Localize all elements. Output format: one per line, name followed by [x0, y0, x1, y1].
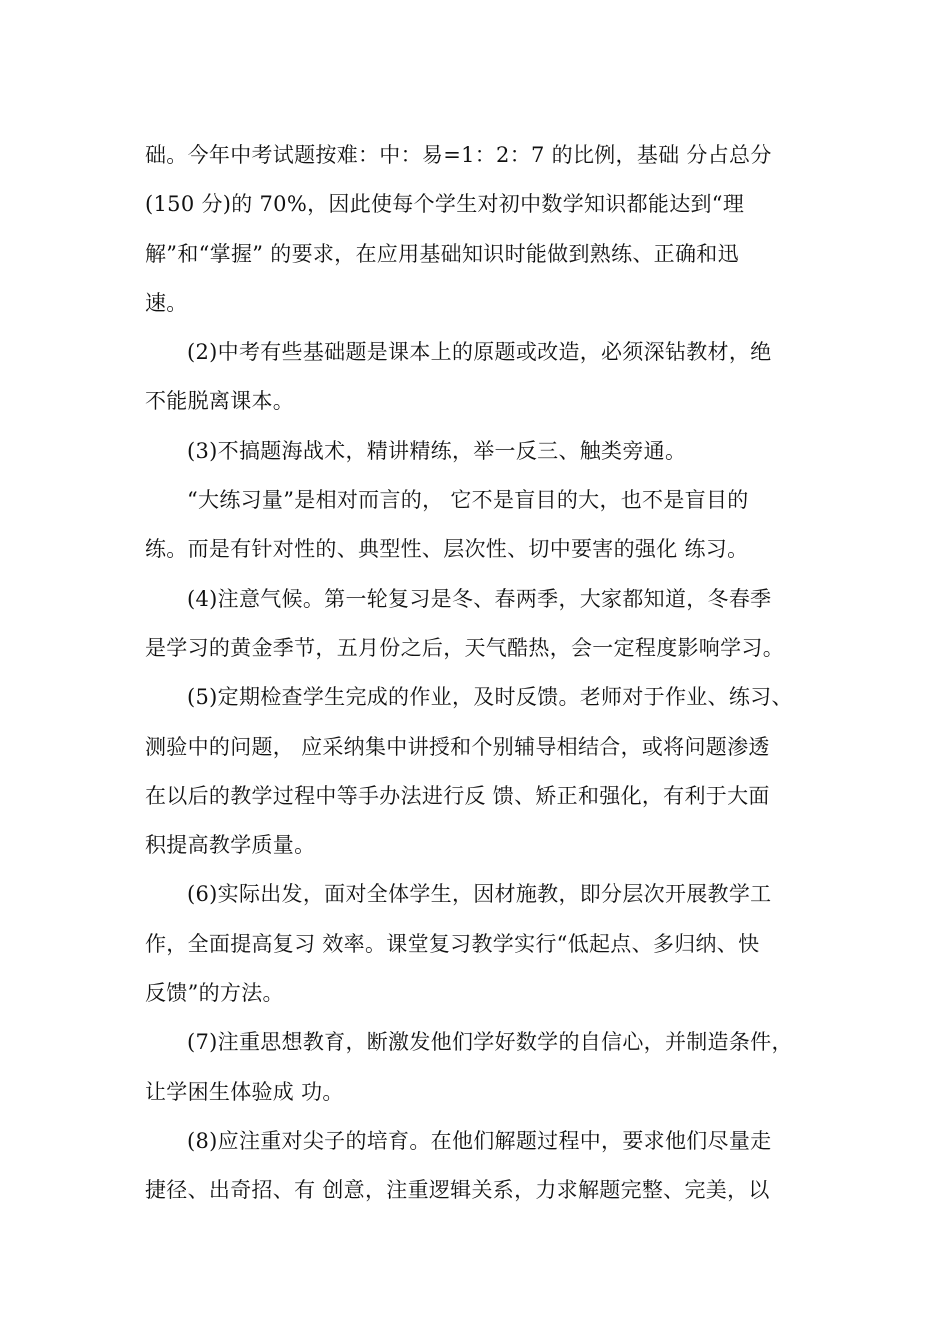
text-line: 练。而是有针对性的、典型性、层次性、切中要害的强化 练习。 — [145, 537, 749, 562]
paragraph-4 — [145, 476, 825, 575]
text-line: 是学习的黄金季节，五月份之后，天气酷热，会一定程度影响学习。 — [145, 635, 784, 660]
text-line: “大练习量”是相对而言的， 它不是盲目的大，也不是盲目的 — [187, 488, 749, 513]
text-line: 积提高教学质量。 — [145, 833, 316, 858]
paragraph-8 — [145, 1018, 825, 1117]
text-line: 在以后的教学过程中等手办法进行反 馈、矫正和强化，有利于大面 — [145, 783, 770, 808]
text-line: 解”和“掌握” 的要求，在应用基础知识时能做到熟练、正确和迅 — [145, 241, 739, 266]
paragraph-5 — [145, 575, 825, 674]
paragraph-6 — [145, 673, 825, 870]
paragraph-3 — [145, 427, 825, 476]
text-line: (7)注重思想教育，断激发他们学好数学的自信心，并制造条件， — [187, 1030, 793, 1055]
paragraph-2 — [145, 328, 825, 427]
paragraph-9 — [145, 1117, 825, 1216]
text-line: (4)注意气候。第一轮复习是冬、春两季，大家都知道，冬春季 — [187, 586, 772, 611]
text-line: 不能脱离课本。 — [145, 389, 295, 414]
text-line: 反馈”的方法。 — [145, 981, 284, 1006]
text-line: 让学困生体验成 功。 — [145, 1079, 344, 1104]
text-line: 测验中的问题， 应采纳集中讲授和个别辅导相结合，或将问题渗透 — [145, 734, 770, 759]
text-line: 捷径、出奇招、有 创意，注重逻辑关系，力求解题完整、完美，以 — [145, 1178, 770, 1203]
text-line: (5)定期检查学生完成的作业，及时反馈。老师对于作业、练习、 — [187, 685, 793, 710]
text-line: 作，全面提高复习 效率。课堂复习教学实行“低起点、多归纳、快 — [145, 931, 760, 956]
paragraph-1 — [145, 131, 825, 328]
paragraph-7 — [145, 870, 825, 1018]
text-line: (150 分)的 70%，因此使每个学生对初中数学知识都能达到“理 — [145, 192, 745, 217]
document-body — [145, 131, 825, 1216]
text-line: (3)不搞题海战术，精讲精练，举一反三、触类旁通。 — [187, 438, 687, 463]
text-line: (2)中考有些基础题是课本上的原题或改造，必须深钻教材，绝 — [187, 340, 772, 365]
text-line: (8)应注重对尖子的培育。在他们解题过程中，要求他们尽量走 — [187, 1128, 772, 1153]
text-line: (6)实际出发，面对全体学生，因材施教，即分层次开展教学工 — [187, 882, 772, 907]
text-line: 速。 — [145, 290, 188, 315]
text-line: 础。今年中考试题按难：中：易=1：2：7 的比例，基础 分占总分 — [145, 143, 772, 167]
